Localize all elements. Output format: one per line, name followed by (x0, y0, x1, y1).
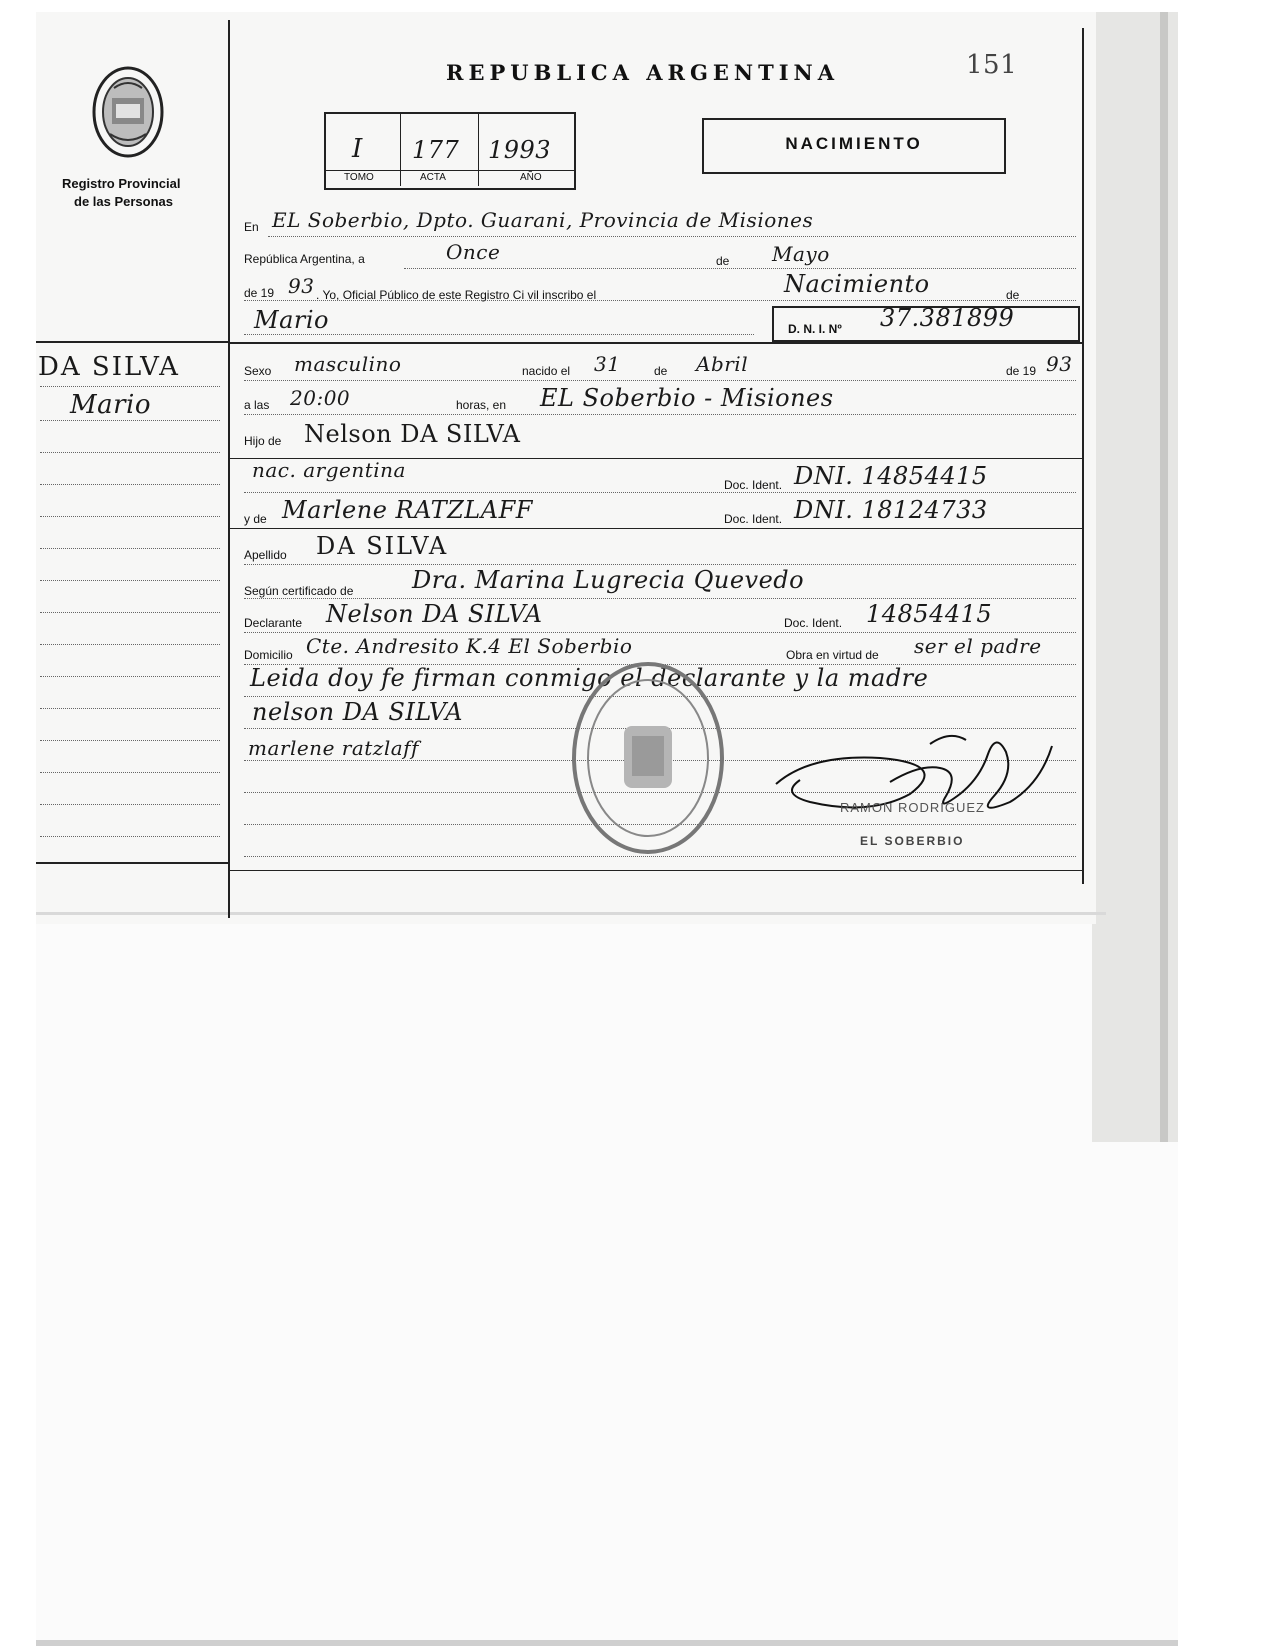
hijo-label: Hijo de (244, 434, 282, 448)
declarante-value: Nelson DA SILVA (326, 600, 543, 628)
remarks-line-2: nelson DA SILVA (252, 698, 463, 726)
sidebar-surname: DA SILVA (38, 352, 180, 382)
tomo-value: I (352, 134, 363, 164)
domicilio-value: Cte. Andresito K.4 El Soberbio (306, 634, 633, 658)
row-line (244, 380, 1076, 381)
registration-place: EL Soberbio, Dpto. Guarani, Provincia de Misiones (272, 208, 814, 232)
registration-month: Mayo (772, 242, 830, 266)
domicilio-label: Domicilio (244, 648, 293, 662)
sidebar-line (40, 484, 220, 485)
acta-label: ACTA (420, 172, 446, 183)
right-frame-rule (1082, 28, 1084, 884)
y-de-label: y de (244, 512, 267, 526)
row-line (244, 334, 754, 335)
nacido-label: nacido el (522, 364, 571, 378)
registration-day: Once (446, 240, 501, 264)
apellido-value: DA SILVA (316, 532, 449, 560)
row-line (244, 492, 1076, 493)
bottom-rule (230, 870, 1082, 871)
left-margin-rule (228, 20, 230, 918)
page-bottom-edge (36, 1640, 1178, 1646)
de-label-1: de (716, 254, 730, 268)
underlying-sheet-shadow (1160, 12, 1168, 1142)
horas-label: horas, en (456, 398, 507, 412)
country-title: REPUBLICA ARGENTINA (446, 60, 840, 85)
tomo-label: TOMO (344, 172, 374, 183)
sidebar-line (40, 452, 220, 453)
mother-name: Marlene RATZLAFF (282, 496, 533, 524)
sidebar-line (40, 612, 220, 613)
row-line (244, 300, 1076, 301)
official-name: RAMON RODRIGUEZ (840, 800, 985, 815)
registry-name-line2: de las Personas (74, 194, 173, 209)
child-name: Mario (254, 306, 329, 334)
official-statement: . Yo, Oficial Público de este Registro Ci vil inscribo el (316, 288, 597, 302)
sidebar-line (40, 386, 220, 387)
declarante-doc: 14854415 (866, 600, 993, 628)
obra-label: Obra en virtud de (786, 648, 879, 662)
father-name: Nelson DA SILVA (304, 420, 521, 448)
sidebar-given-name: Mario (70, 390, 152, 420)
doc-ident-label-2: Doc. Ident. (724, 512, 783, 526)
birth-time: 20:00 (290, 386, 351, 410)
official-signature (770, 724, 1070, 834)
main-rule (230, 342, 1082, 344)
sidebar-line (40, 740, 220, 741)
sexo-value: masculino (294, 352, 402, 376)
row-line (244, 598, 1076, 599)
certificate-issuer: Dra. Marina Lugrecia Quevedo (412, 566, 805, 594)
sidebar-line (40, 772, 220, 773)
sidebar-top-rule (36, 341, 228, 343)
remarks-line-1: Leida doy fe firman conmigo el declarante y la madre (250, 664, 929, 692)
sidebar-line (40, 708, 220, 709)
birth-day: 31 (594, 352, 621, 376)
row-line (244, 414, 1076, 415)
father-doc: DNI. 14854415 (794, 462, 988, 490)
birth-year: 93 (1046, 352, 1073, 376)
de-label-3: de (654, 364, 668, 378)
row-line (244, 564, 1076, 565)
sexo-label: Sexo (244, 364, 272, 378)
section-rule (230, 528, 1082, 529)
acta-value: 177 (412, 136, 460, 164)
row-line (268, 236, 1076, 237)
republica-label: República Argentina, a (244, 252, 365, 266)
de-label-2: de (1006, 288, 1020, 302)
en-label: En (244, 220, 259, 234)
record-id-divider-1 (400, 114, 401, 186)
sidebar-line (40, 644, 220, 645)
sidebar-line (40, 580, 220, 581)
sidebar-bottom-rule (36, 862, 228, 864)
birth-month: Abril (696, 352, 749, 376)
year-prefix-label: de 19 (244, 286, 275, 300)
sheet-bottom-edge (36, 912, 1106, 915)
a-las-label: a las (244, 398, 270, 412)
declarante-label: Declarante (244, 616, 303, 630)
sidebar-line (40, 516, 220, 517)
doc-ident-label-1: Doc. Ident. (724, 478, 783, 492)
row-line (244, 856, 1076, 857)
sidebar-line (40, 836, 220, 837)
birth-place: EL Soberbio - Misiones (540, 384, 834, 412)
dni-label: D. N. I. Nº (788, 322, 842, 336)
sidebar-line (40, 804, 220, 805)
act-type: Nacimiento (784, 270, 930, 298)
registry-name-line1: Registro Provincial (62, 176, 181, 191)
ano-label: AÑO (520, 172, 542, 183)
remarks-line-3: marlene ratzlaff (248, 736, 419, 760)
record-id-label-rule (326, 170, 574, 171)
segun-label: Según certificado de (244, 584, 354, 598)
sidebar-line (40, 676, 220, 677)
registry-seal-icon (90, 64, 166, 160)
record-type-box (702, 118, 1006, 174)
ano-value: 1993 (488, 136, 552, 164)
record-type-label: NACIMIENTO (785, 134, 923, 153)
official-stamp-icon (570, 660, 726, 856)
sidebar-line (40, 420, 220, 421)
father-nationality: nac. argentina (252, 458, 406, 482)
official-title: EL SOBERBIO (860, 834, 965, 848)
sidebar-line (40, 548, 220, 549)
record-id-divider-2 (478, 114, 479, 186)
row-line (404, 268, 1076, 269)
declarante-doc-label: Doc. Ident. (784, 616, 843, 630)
row-line (244, 632, 1076, 633)
de-19-label: de 19 (1006, 364, 1037, 378)
mother-doc: DNI. 18124733 (794, 496, 988, 524)
page-number: 151 (966, 50, 1018, 80)
registration-year: 93 (288, 274, 315, 298)
obra-value: ser el padre (914, 634, 1042, 658)
apellido-label: Apellido (244, 548, 287, 562)
dni-value: 37.381899 (880, 304, 1015, 332)
